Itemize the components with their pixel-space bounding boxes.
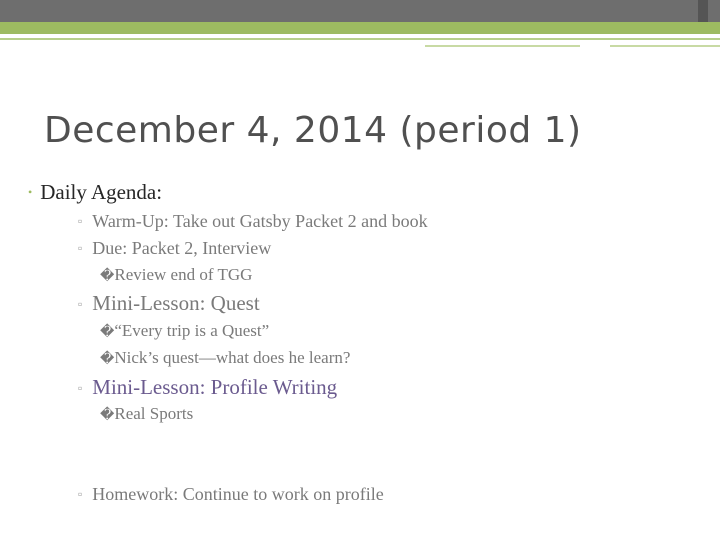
- top-decor-end-block: [698, 0, 708, 22]
- agenda-item: [78, 291, 260, 316]
- bullet-icon: •: [28, 185, 33, 199]
- agenda-item-text: Mini-Lesson: Quest: [92, 291, 260, 315]
- agenda-subitem-text: Real Sports: [114, 404, 194, 423]
- bullet-icon: �: [100, 352, 115, 367]
- top-green-band: [0, 22, 720, 34]
- agenda-subitem-text: Review end of TGG: [114, 265, 253, 284]
- bullet-icon: ▫: [78, 214, 83, 228]
- bullet-icon: �: [100, 269, 115, 284]
- agenda-subitem: [100, 404, 193, 424]
- agenda-subitem: [100, 321, 269, 341]
- agenda-item: [78, 238, 271, 259]
- agenda-item: [78, 375, 337, 400]
- bullet-icon: �: [100, 408, 115, 423]
- bullet-icon: ▫: [78, 241, 83, 255]
- agenda-item: [78, 211, 428, 232]
- agenda-subitem: [100, 348, 350, 368]
- decor-line: [425, 45, 580, 47]
- agenda-heading-text: Daily Agenda:: [40, 180, 163, 204]
- agenda-item-text: Homework: Continue to work on profile: [92, 484, 384, 504]
- agenda-item-text: Warm-Up: Take out Gatsby Packet 2 and book: [92, 211, 428, 231]
- agenda-item-text: Mini-Lesson: Profile Writing: [92, 375, 338, 399]
- decor-line: [0, 38, 720, 40]
- bullet-icon: ▫: [78, 487, 83, 501]
- top-decor-bar: [0, 0, 720, 22]
- decor-line: [610, 45, 720, 47]
- agenda-heading: [28, 180, 162, 205]
- agenda-subitem: [100, 265, 252, 285]
- bullet-icon: ▫: [78, 297, 83, 311]
- agenda-subitem-text: “Every trip is a Quest”: [114, 321, 270, 340]
- slide-title: December 4, 2014 (period 1): [44, 110, 582, 151]
- agenda-subitem-text: Nick’s quest—what does he learn?: [114, 348, 351, 367]
- bullet-icon: �: [100, 325, 115, 340]
- agenda-item-text: Due: Packet 2, Interview: [92, 238, 272, 258]
- bullet-icon: ▫: [78, 381, 83, 395]
- agenda-item: [78, 484, 384, 505]
